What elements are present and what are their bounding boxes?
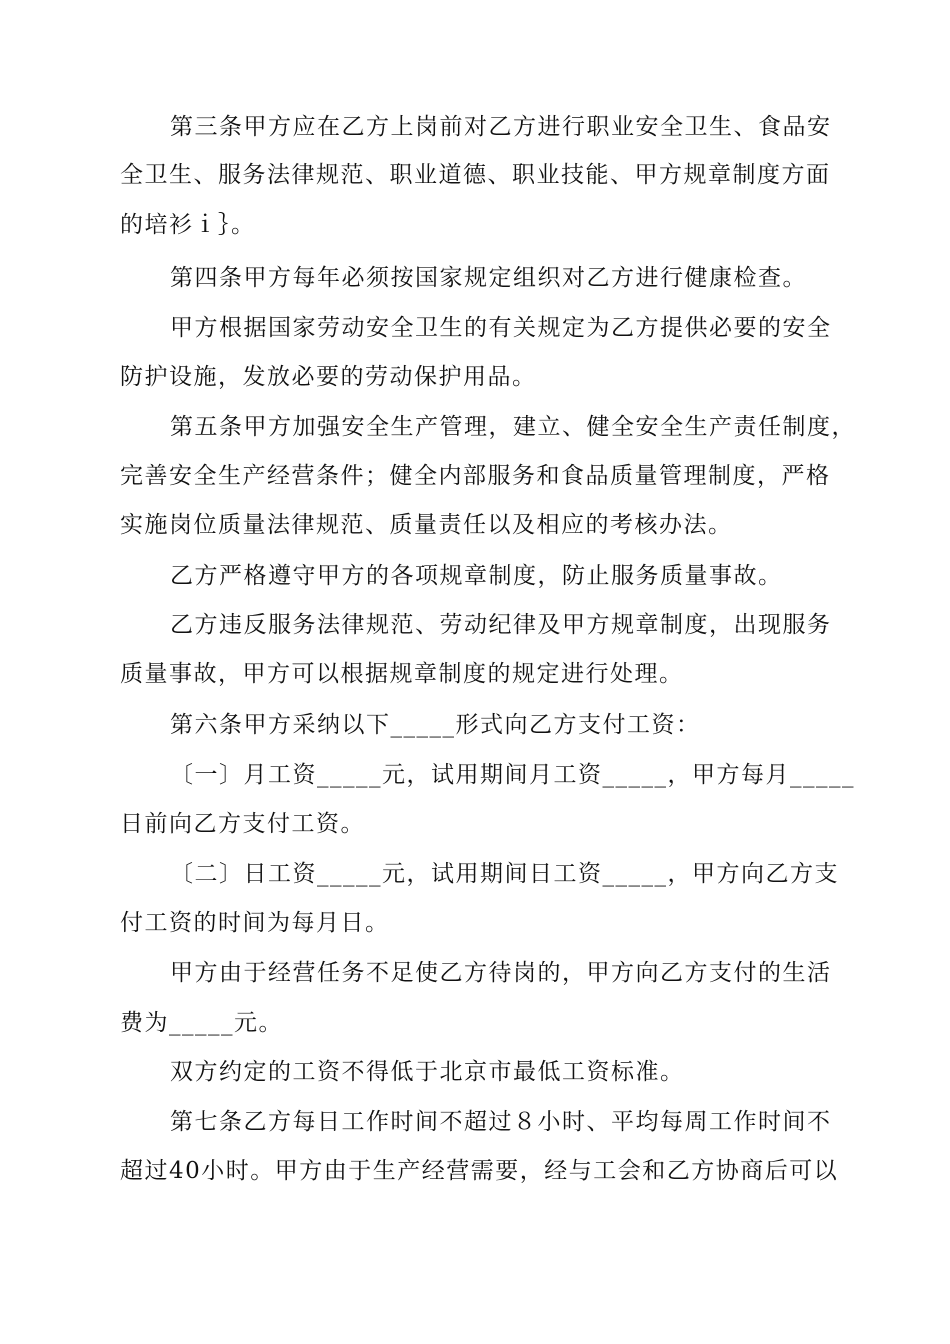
text-line: 防护设施，发放必要的劳动保护用品。 [120, 364, 537, 390]
text-line: 付工资的时间为每月日。 [120, 910, 390, 936]
text-line: 甲方由于经营任务不足使乙方待岗的，甲方向乙方支付的生活 [170, 960, 832, 986]
text-line: 全卫生、服务法律规范、职业道德、职业技能、甲方规章制度方面 [120, 162, 831, 188]
text-line: 乙方严格遵守甲方的各项规章制度，防止服务质量事故。 [170, 563, 783, 589]
text-line: 费为_____元。 [120, 1010, 283, 1036]
text-line: 第七条乙方每日工作时间不超过８小时、平均每周工作时间不 [170, 1109, 832, 1135]
text-line: 日前向乙方支付工资。 [120, 811, 365, 837]
text-line: 第五条甲方加强安全生产管理，建立、健全安全生产责任制度， [170, 414, 856, 440]
text-line: 超过40小时。甲方由于生产经营需要，经与工会和乙方协商后可以 [120, 1158, 839, 1184]
text-line: 〔一〕月工资_____元，试用期间月工资_____，甲方每月_____ [170, 762, 855, 788]
text-line: 完善安全生产经营条件；健全内部服务和食品质量管理制度，严格 [120, 463, 831, 489]
text-line: 乙方违反服务法律规范、劳动纪律及甲方规章制度，出现服务 [170, 612, 832, 638]
text-line: 双方约定的工资不得低于北京市最低工资标准。 [170, 1059, 685, 1085]
text-line: 第六条甲方采纳以下_____形式向乙方支付工资： [170, 712, 701, 738]
text-line: 第三条甲方应在乙方上岗前对乙方进行职业安全卫生、食品安 [170, 114, 832, 140]
text-line: 甲方根据国家劳动安全卫生的有关规定为乙方提供必要的安全 [170, 315, 832, 341]
text-line: 质量事故，甲方可以根据规章制度的规定进行处理。 [120, 661, 684, 687]
text-line: 实施岗位质量法律规范、质量责任以及相应的考核办法。 [120, 512, 733, 538]
text-line: 第四条甲方每年必须按国家规定组织对乙方进行健康检查。 [170, 265, 807, 291]
text-line: 的培衫ｉ｝。 [120, 212, 256, 238]
text-line: 〔二〕日工资_____元，试用期间日工资_____，甲方向乙方支 [170, 861, 839, 887]
